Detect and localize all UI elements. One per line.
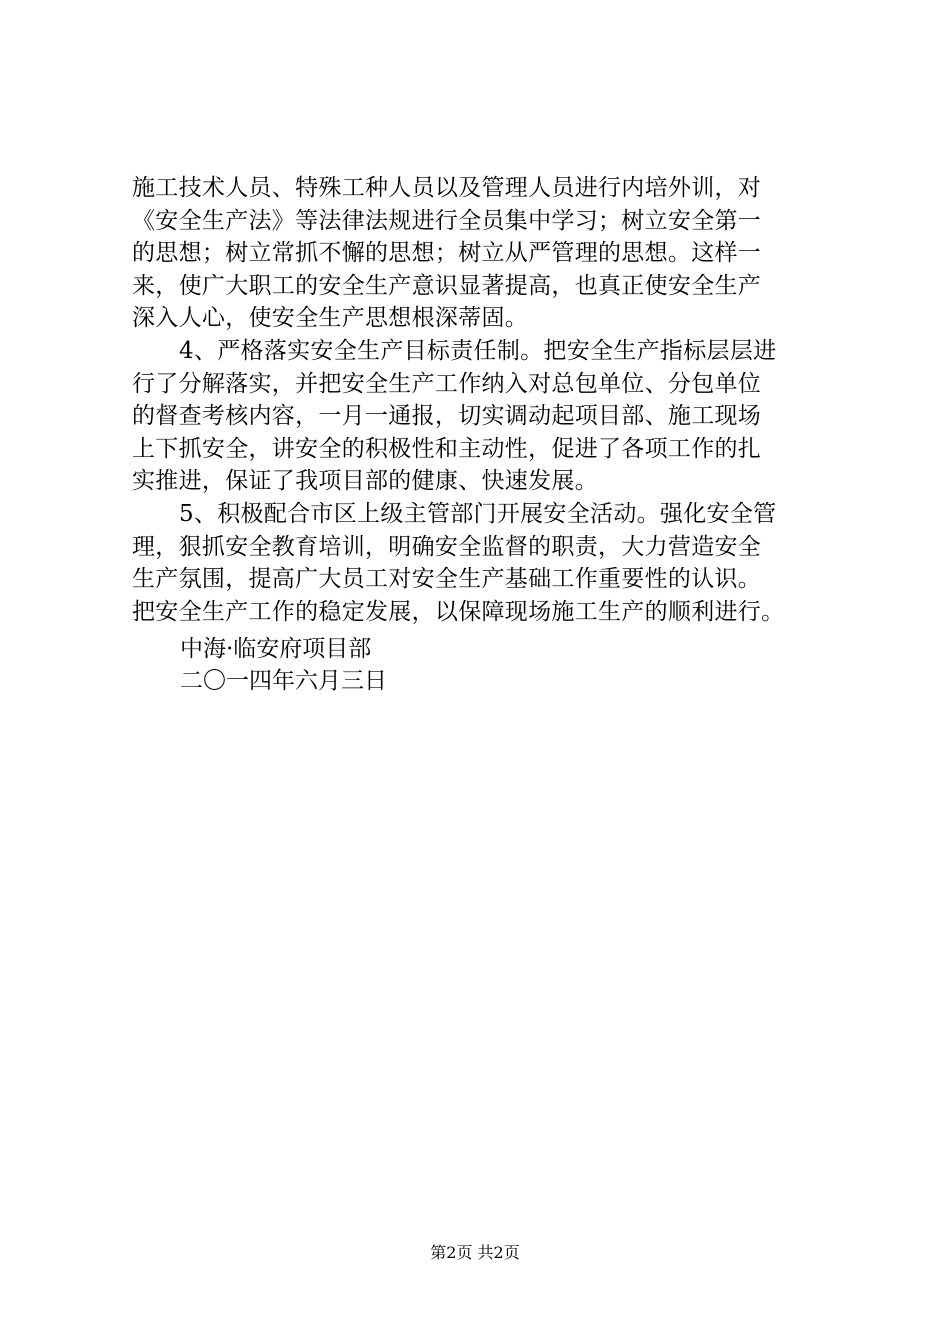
- paragraph-5-start: 5、积极配合市区上级主管部门开展安全活动。强化安全管: [179, 500, 777, 527]
- text-line: 《安全生产法》等法律法规进行全员集中学习；树立安全第一: [132, 207, 762, 234]
- signature-block: [180, 633, 387, 697]
- text-line: 施工技术人员、特殊工种人员以及管理人员进行内培外训，对: [132, 175, 762, 201]
- text-line: 来，使广大职工的安全生产意识显著提高，也真正使安全生产: [132, 272, 762, 299]
- text-line: 行了分解落实，并把安全生产工作纳入对总包单位、分包单位: [132, 370, 762, 397]
- paragraph-4-start: 4、严格落实安全生产目标责任制。把安全生产指标层层进: [179, 337, 777, 364]
- text-line: 把安全生产工作的稳定发展，以保障现场施工生产的顺利进行。: [132, 598, 785, 625]
- text-line: 生产氛围，提高广大员工对安全生产基础工作重要性的认识。: [132, 566, 762, 593]
- text-line: 理，狠抓安全教育培训，明确安全监督的职责，大力营造安全: [132, 533, 762, 560]
- signature-date: 二〇一四年六月三日: [180, 668, 387, 694]
- page-footer: 第2页 共2页: [430, 1243, 520, 1262]
- text-line: 的督查考核内容，一月一通报，切实调动起项目部、施工现场: [132, 403, 762, 430]
- text-line: 实推进，保证了我项目部的健康、快速发展。: [132, 468, 598, 495]
- text-line: 上下抓安全，讲安全的积极性和主动性，促进了各项工作的扎: [132, 435, 762, 462]
- text-line: 的思想；树立常抓不懈的思想；树立从严管理的思想。这样一: [132, 240, 762, 267]
- signature-organization: 中海·临安府项目部: [180, 636, 372, 662]
- body-text: [132, 172, 832, 628]
- text-line: 深入人心，使安全生产思想根深蒂固。: [132, 305, 529, 332]
